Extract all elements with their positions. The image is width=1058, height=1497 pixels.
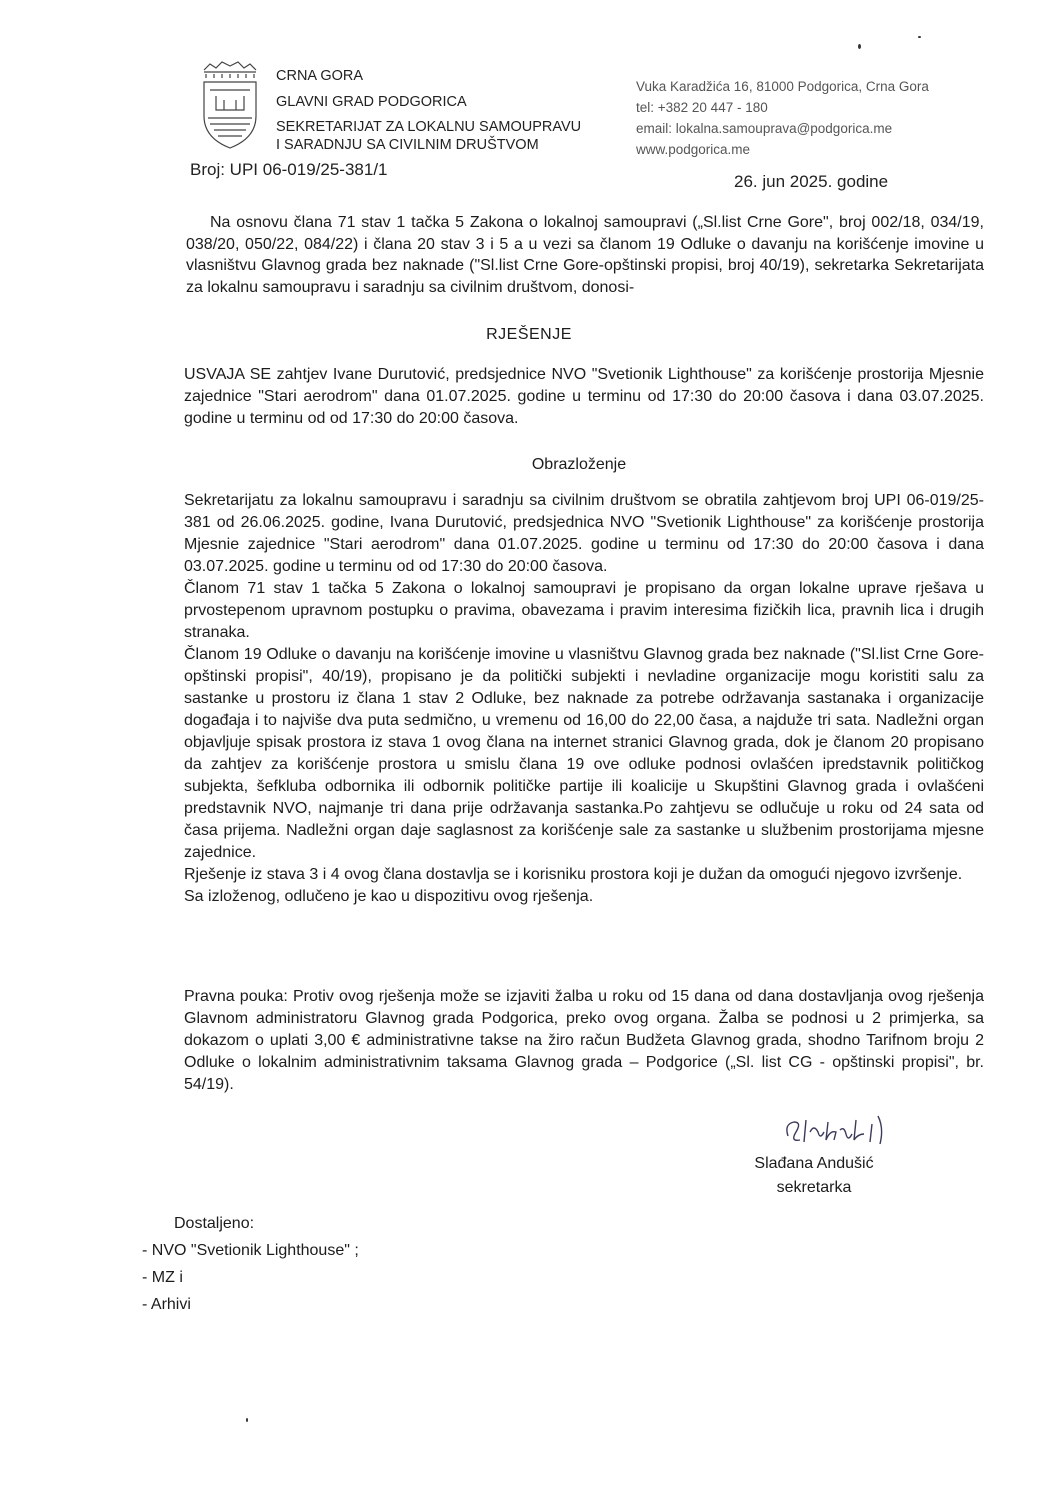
decision-title: RJEŠENJE [486, 326, 572, 343]
explanation-paragraph: Članom 19 Odluke o davanju na korišćenje imovine u vlasništvu Glavnog grada bez naknade ("Sl.list Crne Gore-opštinski propisi", 40/19), propisano je da politički subjekti i nevladine organizacije mogu koristiti salu za sastanke u prostoru iz člana 1 stav 2 Odluke, bez naknade za potrebe održavanja sastanaka i organizacije događaja i to najviše dva puta sedmično, u vremenu od 16,00 do 22,00 časa, a najduže tri sata. Nadležni organ objavljuje spisak prostora iz stava 1 ovog člana na internet stranici Glavnog grada, dok je članom 20 propisano da zahtjev za korišćenje prostora u smislu člana 19 ove odluke podnosi ovlašćen ipredstavnik političkog subjekta, šefkluba odbornika ili odbornik političke partije ili koalicije u Skupštini Glavnog grada i ovlašćeni predstavnik NVO, najmanje tri dana prije održavanja sastanka.Po zahtjevu se odlučuje u roku od 24 sata od časa prijema. Nadležni organ daje saglasnost za korišćenje sale za sastanke u službenim prostorijama mjesne zajednice. [184, 646, 984, 861]
header-secretariat-cont: I SARADNJU SA CIVILNIM DRUŠTVOM [276, 137, 539, 153]
document-date: 26. jun 2025. godine [734, 172, 889, 191]
distribution-recipient: - NVO "Svetionik Lighthouse" ; [142, 1242, 359, 1259]
scan-speck [858, 44, 861, 49]
distribution-recipient: - Arhivi [142, 1296, 191, 1313]
contact-block [636, 76, 929, 160]
header-country: CRNA GORA [276, 68, 364, 84]
explanation-body [184, 490, 984, 908]
scan-speck [246, 1418, 248, 1422]
header-city: GLAVNI GRAD PODGORICA [276, 94, 467, 110]
contact-address: Vuka Karadžića 16, 81000 Podgorica, Crna Gora [636, 79, 929, 94]
intro-paragraph: Na osnovu člana 71 stav 1 tačka 5 Zakona o lokalnoj samoupravi („Sl.list Crne Gore", broj 002/18, 034/19, 038/20, 050/22, 084/22) i člana 20 stav 3 i 5 a u vezi sa članom 19 Odluke o davanju na korišćenje imovine u vlasništvu Glavnog grada bez naknade ("Sl.list Crne Gore-opštinski propisi, broj 40/19), sekretarka Sekretarijata za lokalnu samoupravu i saradnju sa civilnim društvom, donosi- [186, 214, 984, 296]
decision-dispositive: USVAJA SE zahtjev Ivane Durutović, predsjednice NVO "Svetionik Lighthouse" za korišćenje prostorija Mjesnie zajednice "Stari aerodrom" dana 01.07.2025. godine u terminu od 17:30 do 20:00 časova i dana 03.07.2025. godine u terminu od od 17:30 do 20:00 časova. [184, 366, 984, 427]
explanation-paragraph: Članom 71 stav 1 tačka 5 Zakona o lokalnoj samoupravi je propisano da organ lokalne uprave rješava u prvostepenom upravnom postupku o pravima, obavezama i pravim interesima fizičkih lica, pravnih lica i drugih stranaka. [184, 580, 984, 641]
podgorica-coat-of-arms-icon [198, 60, 262, 152]
distribution-label: Dostaljeno: [174, 1215, 255, 1232]
header-secretariat: SEKRETARIJAT ZA LOKALNU SAMOUPRAVU [276, 119, 582, 135]
contact-web: www.podgorica.me [636, 142, 751, 157]
scan-speck [918, 36, 921, 38]
explanation-paragraph: Rješenje iz stava 3 i 4 ovog člana dostavlja se i korisniku prostora koji je dužan da omogući njegovo izvršenje. [184, 866, 963, 883]
signatory-block [744, 1152, 884, 1200]
explanation-paragraph: Sa izloženog, odlučeno je kao u dispozitivu ovog rješenja. [184, 888, 594, 905]
handwritten-signature-icon [780, 1110, 900, 1150]
reference-number: Broj: UPI 06-019/25-381/1 [190, 160, 388, 179]
legal-remedy-paragraph: Pravna pouka: Protiv ovog rješenja može se izjaviti žalba u roku od 15 dana od dana dostavljanja ovog rješenja Glavnom administratoru Glavnog grada Podgorica, preko ovog organa. Žalba se podnosi u 2 primjerka, sa dokazom o uplati 3,00 € administrativne takse na žiro račun Budžeta Glavnog grada, shodno Tarifnom broju 2 Odluke o lokalnim administrativnim taksama Glavnog grada – Podgorice („Sl. list CG - opštinski propisi", br. 54/19). [184, 988, 984, 1093]
contact-email: email: lokalna.samouprava@podgorica.me [636, 121, 893, 136]
contact-phone: tel: +382 20 447 - 180 [636, 100, 768, 115]
signatory-name: Slađana Andušić [754, 1155, 874, 1172]
signatory-title: sekretarka [776, 1179, 852, 1196]
explanation-paragraph: Sekretarijatu za lokalnu samoupravu i saradnju sa civilnim društvom se obratila zahtjevom broj UPI 06-019/25-381 od 26.06.2025. godine, Ivana Durutović, predsjednica NVO "Svetionik Lighthouse" za korišćenje prostorija Mjesnie zajednice "Stari aerodrom" dana 01.07.2025. godine u terminu od 17:30 do 20:00 časova i dana 03.07.2025. godine u terminu od od 17:30 do 20:00 časova. [184, 492, 984, 575]
distribution-list [142, 1212, 359, 1317]
distribution-recipient: - MZ i [142, 1269, 183, 1286]
institution-header [276, 66, 581, 154]
explanation-title: Obrazloženje [531, 456, 627, 473]
